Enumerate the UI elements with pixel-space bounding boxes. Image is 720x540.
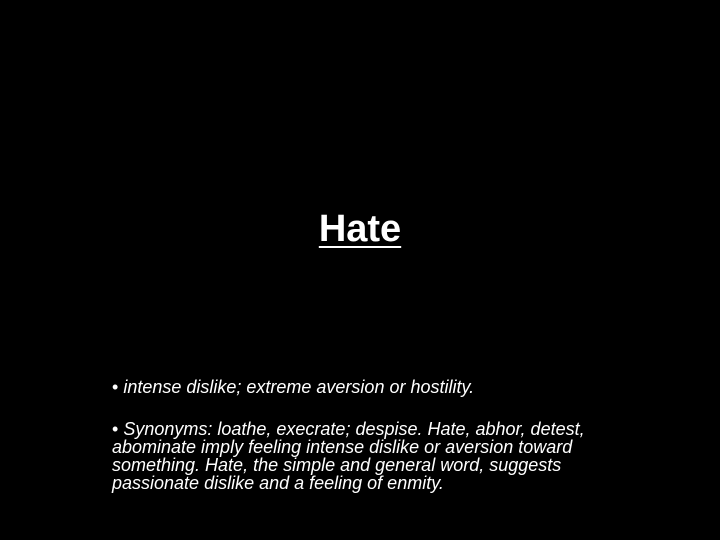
bullet-glyph: • bbox=[112, 377, 119, 397]
bullet-list bbox=[112, 378, 592, 492]
slide-title: Hate bbox=[318, 208, 402, 250]
bullet-text-synonyms: Synonyms: loathe, execrate; despise. Hate, abhor, detest, abominate imply feeling intense dislike or aversion toward something. Hate, the simple and general word, suggests passionate dislike and a feeling of enmity. bbox=[112, 419, 585, 493]
bullet-glyph: • bbox=[112, 419, 119, 439]
bullet-text-definition: intense dislike; extreme aversion or hostility. bbox=[123, 377, 475, 397]
bullet-item-synonyms bbox=[112, 420, 592, 492]
bullet-item-definition bbox=[112, 378, 592, 396]
